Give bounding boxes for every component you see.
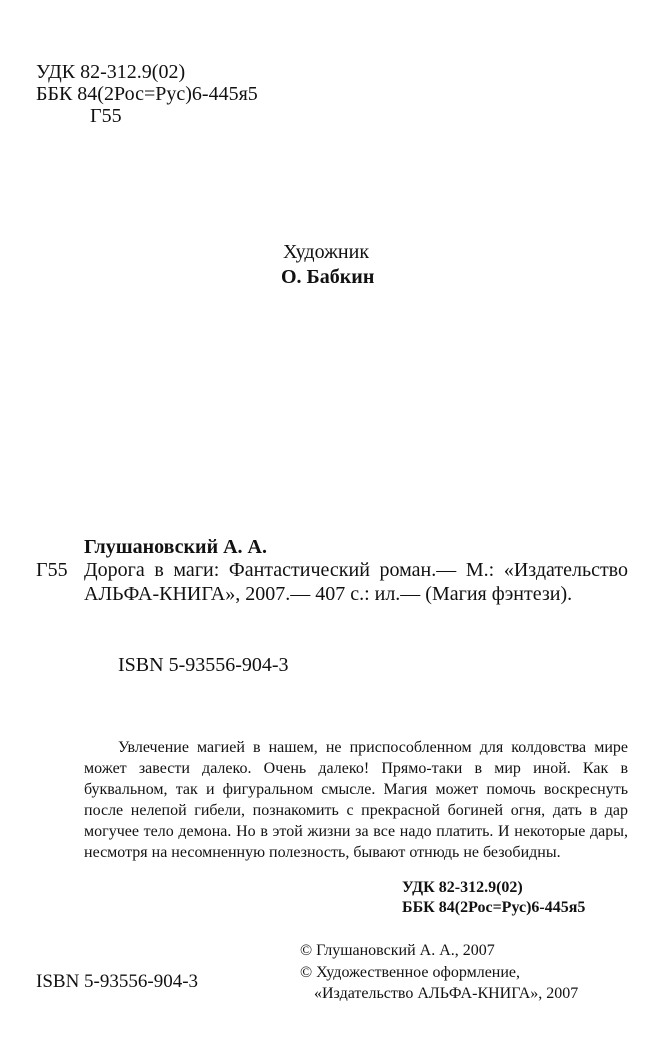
bib-author: Глушановский А. А.	[84, 536, 267, 558]
credit-role: Художник	[283, 241, 370, 263]
udk-code: УДК 82-312.9(02)	[36, 61, 186, 83]
copyright-author: © Глушановский А. А., 2007	[300, 942, 495, 959]
annotation-text: Увлечение магией в нашем, не приспособленном для колдовства мире может завести далеко. Очень далеко! Прямо-таки в мир иной. Как в буквальном, так и фигуральном смысле. Магия может помочь воскреснуть после нелепой гибели, познакомить с прекрасной богиней огня, дать в дар могучее тело демона. Но в этой жизни за все надо платить. И некоторые дары, несмотря на несомненную полезность, бывают отнюдь не безобидны.	[84, 739, 628, 861]
bib-description: Дорога в маги: Фантастический роман.— М.: «Издательство АЛЬФА-КНИГА», 2007.— 407 с.: ил.— (Магия фэнтези).	[84, 559, 628, 605]
footer-bbk-code: ББК 84(2Рос=Рус)6-445я5	[402, 899, 586, 916]
credit-name: О. Бабкин	[281, 266, 375, 288]
copyright-design-line2: «Издательство АЛЬФА-КНИГА», 2007	[314, 985, 579, 1002]
copyright-design-line1: © Художественное оформление,	[300, 964, 521, 981]
author-mark: Г55	[90, 105, 122, 127]
bib-author-mark: Г55	[36, 559, 68, 581]
footer-udk-code: УДК 82-312.9(02)	[402, 879, 523, 896]
bib-isbn: ISBN 5-93556-904-3	[118, 654, 289, 676]
footer-isbn: ISBN 5-93556-904-3	[36, 971, 199, 992]
bbk-code: ББК 84(2Рос=Рус)6-445я5	[36, 83, 258, 105]
